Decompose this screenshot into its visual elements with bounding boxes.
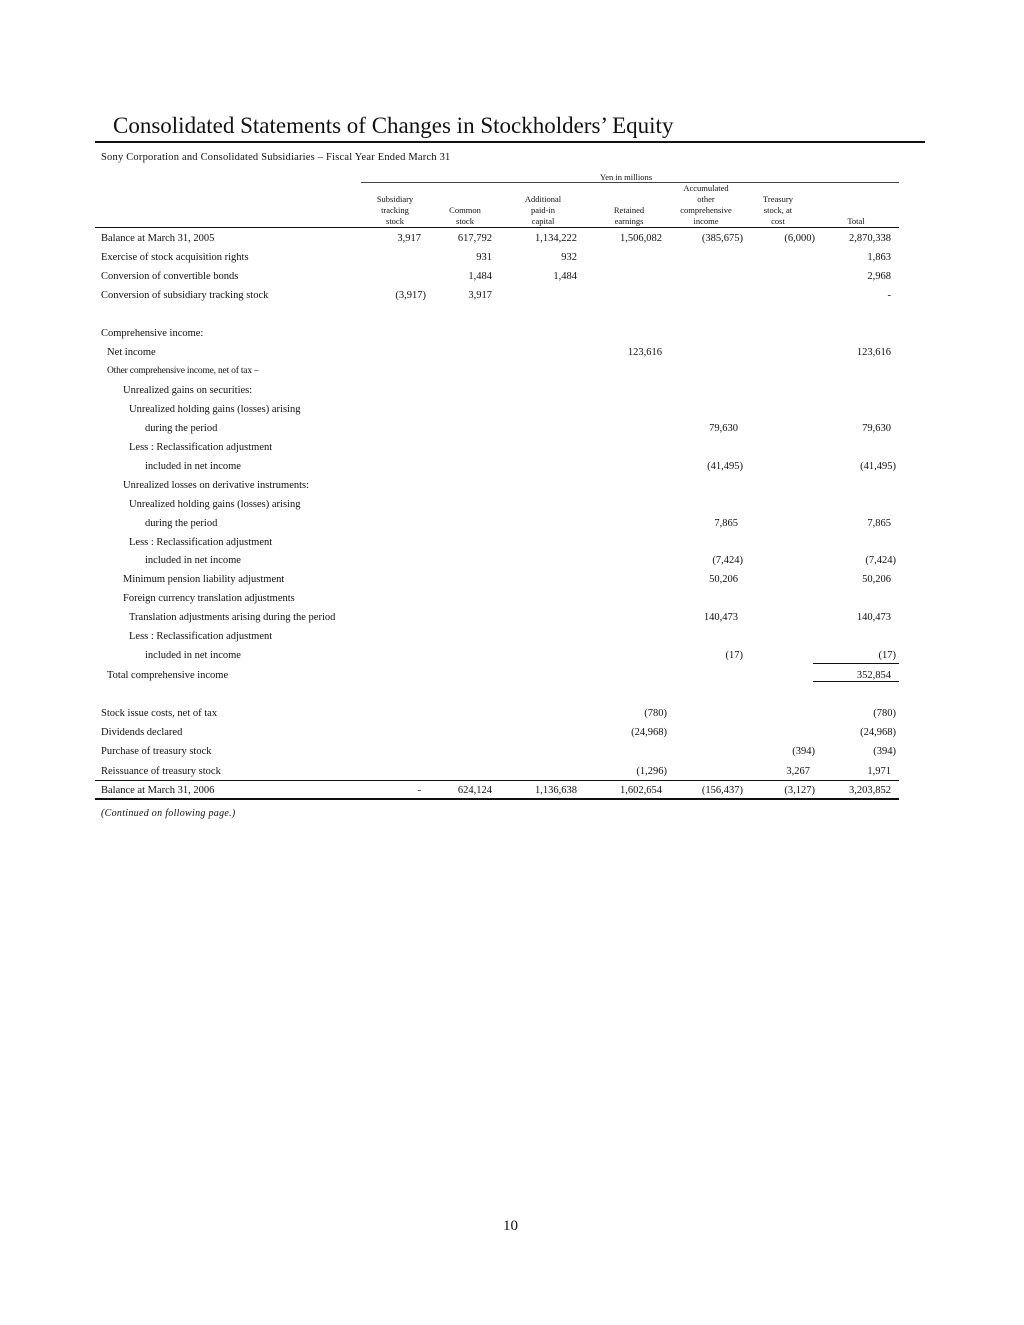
cell-value: (385,675) <box>701 233 743 244</box>
cell-value: (17) <box>725 650 743 661</box>
column-header: Treasury stock, at cost <box>763 194 793 226</box>
cell-value: 3,917 <box>397 233 421 244</box>
row-label: Exercise of stock acquisition rights <box>101 252 249 263</box>
cell-value: 79,630 <box>862 423 891 434</box>
column-header: Additional paid-in capital <box>524 194 562 226</box>
row-label: Conversion of subsidiary tracking stock <box>101 290 269 301</box>
row-label: Unrealized holding gains (losses) arising <box>129 404 301 415</box>
cell-value: (3,127) <box>784 785 815 796</box>
row-label: included in net income <box>145 555 241 566</box>
cell-value: (394) <box>792 746 815 757</box>
cell-value: (394) <box>873 746 896 757</box>
row-label: Comprehensive income: <box>101 328 204 339</box>
row-label: Conversion of convertible bonds <box>101 271 239 282</box>
cell-value: - <box>887 290 891 301</box>
row-label: Less : Reclassification adjustment <box>129 537 273 548</box>
row-label: Net income <box>107 347 156 358</box>
cell-value: (24,968) <box>631 727 667 738</box>
cell-value: 7,865 <box>867 518 891 529</box>
column-header: Accumulated other comprehensive income <box>680 183 732 226</box>
page-title: Consolidated Statements of Changes in Stockholders’ Equity <box>113 113 674 138</box>
balance-bottom-rule <box>95 798 899 800</box>
cell-value: 1,971 <box>867 766 891 777</box>
cell-value: (780) <box>644 708 667 719</box>
cell-value: 123,616 <box>856 347 891 358</box>
cell-value: 79,630 <box>709 423 738 434</box>
row-label: Purchase of treasury stock <box>101 746 212 757</box>
cell-value: 3,917 <box>468 290 492 301</box>
cell-value: (17) <box>878 650 896 661</box>
cell-value: (7,424) <box>865 555 896 566</box>
cell-value: 140,473 <box>703 612 738 623</box>
cell-value: (780) <box>873 708 896 719</box>
cell-value: 1,863 <box>867 252 891 263</box>
total-double-underline <box>813 681 899 682</box>
unit-label: Yen in millions <box>600 172 653 182</box>
total-underline <box>813 663 899 664</box>
cell-value: 2,968 <box>867 271 891 282</box>
cell-value: 1,134,222 <box>535 233 577 244</box>
cell-value: (41,495) <box>860 461 896 472</box>
column-header: Common stock <box>449 205 481 226</box>
row-label: Total comprehensive income <box>107 670 229 681</box>
row-label: Reissuance of treasury stock <box>101 766 221 777</box>
cell-value: 1,506,082 <box>620 233 662 244</box>
row-label: Less : Reclassification adjustment <box>129 631 273 642</box>
row-label: Translation adjustments arising during the period <box>129 612 336 623</box>
row-label: Stock issue costs, net of tax <box>101 708 218 719</box>
cell-value: 932 <box>561 252 577 263</box>
cell-value: 3,203,852 <box>849 785 891 796</box>
row-label: included in net income <box>145 650 241 661</box>
row-label: Foreign currency translation adjustments <box>123 593 295 604</box>
title-rule <box>95 141 925 143</box>
page-subtitle: Sony Corporation and Consolidated Subsidiaries – Fiscal Year Ended March 31 <box>101 152 451 163</box>
cell-value: 1,484 <box>553 271 577 282</box>
row-label: during the period <box>145 518 218 529</box>
row-label: Dividends declared <box>101 727 183 738</box>
header-rule <box>95 227 899 228</box>
cell-value: 50,206 <box>862 574 891 585</box>
cell-value: 624,124 <box>457 785 492 796</box>
cell-value: - <box>417 785 421 796</box>
cell-value: 3,267 <box>786 766 810 777</box>
cell-value: (1,296) <box>636 766 667 777</box>
cell-value: 7,865 <box>714 518 738 529</box>
column-header: Retained earnings <box>613 205 645 226</box>
row-label: during the period <box>145 423 218 434</box>
row-label: included in net income <box>145 461 241 472</box>
row-label: Other comprehensive income, net of tax – <box>107 366 259 376</box>
continued-note: (Continued on following page.) <box>101 808 236 819</box>
row-label: Unrealized holding gains (losses) arising <box>129 499 301 510</box>
cell-value: 1,484 <box>468 271 492 282</box>
cell-value: 931 <box>476 252 492 263</box>
row-label: Minimum pension liability adjustment <box>123 574 285 585</box>
cell-value: (7,424) <box>712 555 743 566</box>
cell-value: 2,870,338 <box>849 233 891 244</box>
row-label: Unrealized losses on derivative instruments: <box>123 480 310 491</box>
cell-value: (24,968) <box>860 727 896 738</box>
unit-rule <box>361 182 899 183</box>
page-number: 10 <box>503 1218 518 1234</box>
row-label: Unrealized gains on securities: <box>123 385 253 396</box>
column-header: Total <box>847 216 865 226</box>
cell-value: 352,854 <box>856 670 891 681</box>
row-label: Less : Reclassification adjustment <box>129 442 273 453</box>
cell-value: 50,206 <box>709 574 738 585</box>
cell-value: (3,917) <box>395 290 426 301</box>
balance-top-rule <box>95 780 899 781</box>
cell-value: 123,616 <box>627 347 662 358</box>
cell-value: 1,602,654 <box>620 785 662 796</box>
cell-value: 1,136,638 <box>535 785 577 796</box>
cell-value: (156,437) <box>701 785 743 796</box>
cell-value: (6,000) <box>784 233 815 244</box>
cell-value: 140,473 <box>856 612 891 623</box>
row-label: Balance at March 31, 2005 <box>101 233 215 244</box>
cell-value: (41,495) <box>707 461 743 472</box>
column-header: Subsidiary tracking stock <box>376 194 414 226</box>
cell-value: 617,792 <box>457 233 492 244</box>
row-label: Balance at March 31, 2006 <box>101 785 215 796</box>
